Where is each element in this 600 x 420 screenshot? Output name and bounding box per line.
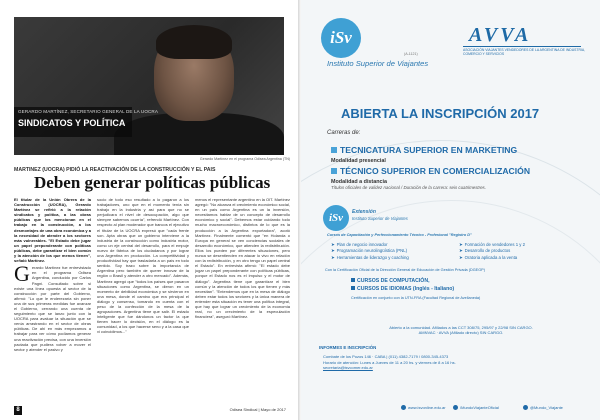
facebook-link[interactable]: /MundoViajanteOficial [453,405,499,410]
courses-list-1 [331,242,409,261]
list-item: ➤ Formación de vendedores 1 y 2 [459,242,526,247]
photo-name-text: GERARDO MARTÍNEZ, SECRETARIO GENERAL DE LA UOCRA [18,109,158,114]
globe-icon [401,405,406,410]
article-body-2: socio de todo eso resultado a lo pagaron a los trabajadores, uno que en el momento tenía sin trabajo en la industria y así para que no se perjudicara el nivel de desocupación, algo que siempre sabemos ocurría", refrendó Martínez. Con respecto al plan moderador que bancos el ejecutivo el titular de la UOCRA expresó que "cada frente son. Apta obras que un gobierno interviene a la industria de la construcción como industria motor, como un eje central del desarrollo, para el empuje nuevo de fábrica de los ciudadanos y por lograr una Argentina en producción. La competitividad y productividad hay que trasladarla a un país en todo sentido. Soy trazo sobre la importancia de Argentina pero también de querer innovar de la región o Brasil y atender a otro mercado". Además, Martínez agregó que "todos los países que pasaron situaciones como Argentina, se dieron en un momento de debilidad económica y se sirvieron en una mesa, donde el camino que era principal el diálogo y consenso, tomando en cuenta con el peso de la confección de la mesa de la agrupaciones. Argentina tiene que salir. El estado inteligente que fue dándonos un factor la que tienen hacer lo decisión, en el diálogo es la comunidad, a los que hacerse seno y a la casa que vi coincidimos..." [97,197,189,335]
facebook-icon [453,405,458,410]
photo-show-title: SINDICATOS Y POLÍTICA [18,118,126,128]
arrow-icon: ➤ [459,242,463,247]
arrow-icon: ➤ [331,248,335,254]
info-box [319,345,581,401]
info-email-link[interactable]: secretaria@isvcomer.edu.ar [323,365,373,371]
courses-list-2 [459,242,525,261]
photo-hair [156,25,232,59]
avva-logo: AVVA [469,24,532,46]
list-item: ➤ Programación neurolingüística (PNL) [331,248,408,254]
article-body-3: menos el representante argentino en la OIT. Martínez agregó: "No alcanza el crecimiento económico social, en un país como Argentina es un la inversión, necesitamos hablar de un concepto de desarrollo económico y social". Debemos estar cuidando todo mucho macroeconómico, distintos de lo que es la producción a la Argentina exportadora", acotó Martínez. Finalmente comentó que "en Holanda o Europa en general se ven conciencias sociales de desarrollo económico, que atienden la redistribución. Ellos los pueden por diferentes situaciones, pero nunca se desentienden en atacar lo vivo en relación con la redistribución, y en otro tengo un papel central el Estado". En entrevista afirmó: "El estado debe jugar un papel preponderante con políticas públicas, porque el Estado nos es el impulso y el motor de diálogo". Argentina tiene que garantizar el bien común y la atención de todos los que tienen y más necesitan". "Entendemos que en la mesa de diálogo deben estar todos los sectores y la única manera de entender esta situación es tener una política integral, que hay que lograr un crecimiento de la economía real, no un crecimiento de la especulación financiera", aseguró Martínez. [195,197,290,320]
article-headline: Deben generar políticas públicas [34,173,271,192]
info-hours: Horario de atención: Lunes a Jueves de 11 a 20 hs. y viernes de 8 a 16 hs. [323,359,456,365]
page-number: 8 [14,406,22,415]
left-page [0,0,298,420]
drop-cap: G [14,261,30,287]
info-title: INFORMES E INSCRIPCIÓN [319,345,377,350]
info-address: Combate de los Pozos 146 · CABA | (011) 4382-7179 / 0800-345-4373 [323,354,449,359]
program-title: TECNICATURA SUPERIOR EN MARKETING [340,145,518,155]
arrow-icon: ➤ [459,254,463,260]
extension-subtitle: Instituto Superior de Viajantes [352,216,408,221]
info-lines [323,354,456,371]
extension-title: Extensión [352,209,376,215]
program-title: TÉCNICO SUPERIOR EN COMERCIALIZACIÓN [340,166,531,176]
utn-note: Certificación en conjunto con la UTN-FRA (Facultad Regional de Avellaneda) [351,296,481,300]
list-item: ➤ Oratoria aplicada a la venta [459,254,518,260]
program-mode: Modalidad a distancia [331,179,388,185]
photo-caption: Gerardo Martínez en el programa Odisea Argentina (TN) [199,157,290,161]
extension-logo: iSv [323,205,349,231]
careers-label: Carreras de: [327,130,361,136]
isv-name: Instituto Superior de Viajantes [327,59,429,68]
certification-note: Con la Certificación Oficial de la Dirección General de Educación de Gestión Privada (DGEGP) [325,268,485,272]
check-icon [331,168,337,174]
article-column-3 [195,197,290,405]
avva-subtitle: ASOCIACIÓN VIAJANTES VENDEDORES DE LA ARGENTINA DE INDUSTRIA, COMERCIO Y SERVICIOS [463,48,586,57]
article-column-2 [97,197,189,405]
square-bullet-icon [351,278,355,282]
article-column-1 [14,197,91,397]
twitter-icon [523,405,528,410]
inscription-title: ABIERTA LA INSCRIPCIÓN 2017 [341,106,540,121]
article-kicker: MARTINEZ (UOCRA) PIDIÓ LA REACTIVACIÓN DE LA CONSTRUCCIÓN Y EL PAIS [14,167,216,173]
list-item: ➤ Plan de negocio innovador [331,242,388,247]
article-body-1: erardo Martínez fue entrevistado en el programa Odisea Argentina, conducido por Carlos Pagni. Consultado sobre si existe una línea opuesta al sector de la construcción por parte del Gobierno, afirmó: "Lo que le enderezaría sin poner una de sus primeras medidas fue avanzar el Gobierno, cerrando una cuenta de seguimiento que se lanzo junto con la UOCRA para avaluar la situación que se venía arrastrando en el sector de obras públicas. De ahí en más empezamos a trabajar para ver cómo podíamos generar una reactivación precisa, con una inversión pactada que pudiera volver a mover el sector y atender el pasivo y [14,265,91,352]
short-courses-computing: CURSOS DE COMPUTACIÓN, [351,278,430,284]
list-item: ➤ Herramientas de liderazgo y coaching [331,254,409,260]
community-note: Abierto a la comunidad. Afiliados a las CCT 308/75, 295/97 y 22/98 SIN CARGO. AMNVAC · AVVA (Afiliado directo) SIN CARGO. [389,325,533,335]
left-footer [14,406,286,416]
program-mode: Modalidad presencial [331,158,386,164]
isv-logo: iSv [321,18,361,58]
arrow-icon: ➤ [331,254,335,260]
square-bullet-icon [351,286,355,290]
arrow-icon: ➤ [331,242,335,247]
arrow-icon: ➤ [459,248,463,254]
titles-note: Títulos oficiales de validez nacional / Duración de la carrera: seis cuatrimestres. [331,185,486,190]
publication-info: Odisea Sindical | Mayo de 2017 [229,407,286,412]
article-lead: El titular de la Unión Obrera de la Construcción (UOCRA), Gerardo Martínez se refirió a la relación sindicatos y política, a las obras públicas que los mencionan en el trabajo en la construcción, a los desmontajes de una obra económica y a la necesidad de atender a los sectores más vulnerables. "El Estado debe jugar un papel preponderante con políticas públicas, debe garantizar el bien común y la atención de los que menos tienen", señaló Martínez. [14,197,91,264]
right-page-ad [301,0,600,420]
list-item: ➤ Desarrollo de productos [459,248,511,254]
avva-rule [463,46,581,47]
courses-header: Cursos de Capacitación y Perfeccionamiento Técnico - Profesional "Registro D" [327,233,472,237]
isv-code: (A-1121) [404,52,418,56]
short-courses-languages: CURSOS DE IDIOMAS (Inglés - Italiano) [351,286,454,292]
twitter-link[interactable]: @Mundo_Viajante [523,405,563,410]
website-link[interactable]: www.isvonline.edu.ar [401,405,446,410]
program-comercializacion [331,161,530,185]
check-icon [331,147,337,153]
